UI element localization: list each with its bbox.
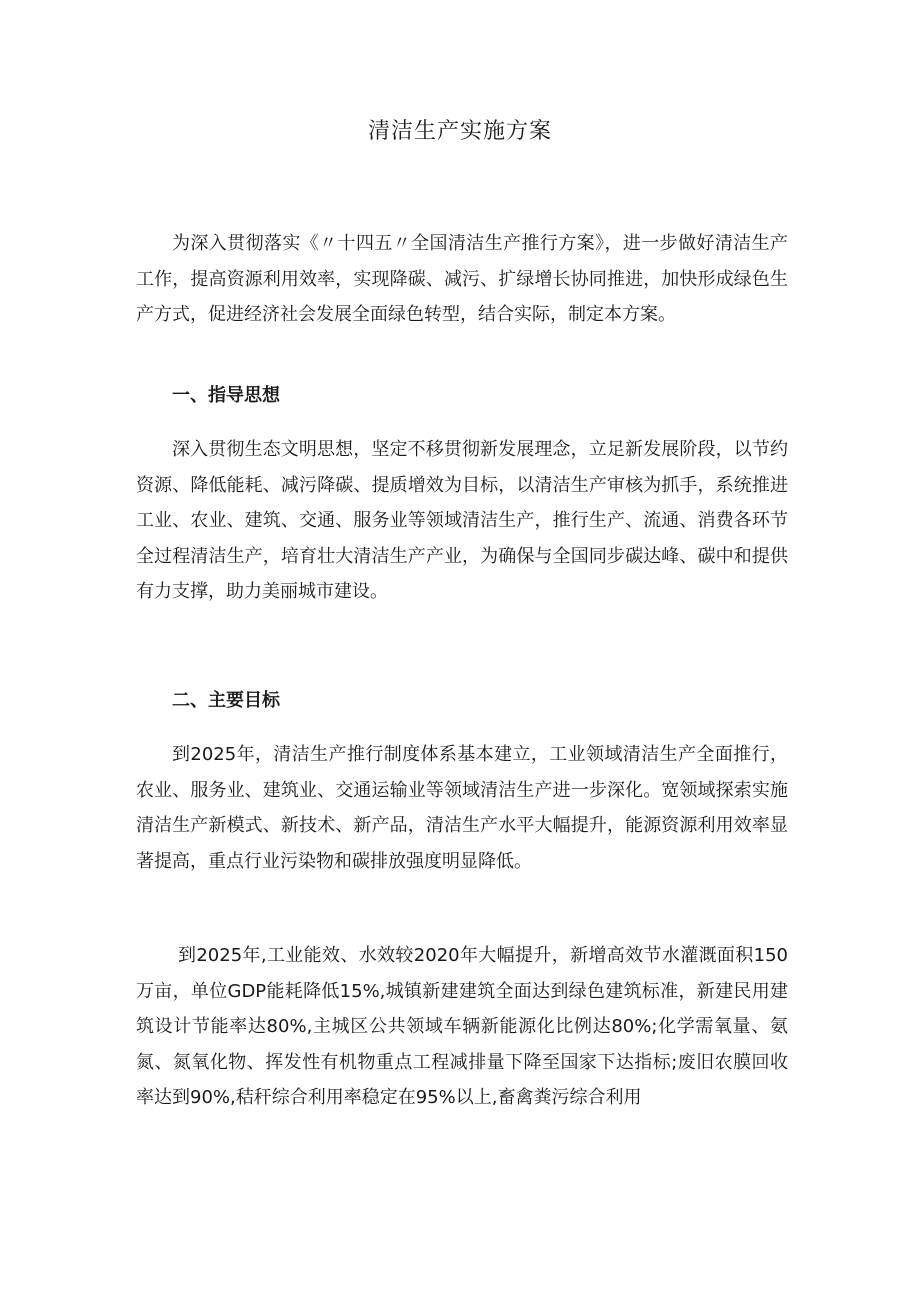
main-goals-block-2 (136, 938, 788, 1116)
main-goals-paragraph-2: 到2025年,工业能效、水效较2020年大幅提升，新增高效节水灌溉面积150万亩，单位GDP能耗降低15%,城镇新建建筑全面达到绿色建筑标准，新建民用建筑设计节能率达80%,主城区公共领域车辆新能源化比例达80%;化学需氧量、氨氮、氮氧化物、挥发性有机物重点工程减排量下降至国家下达指标;废旧农膜回收率达到90%,秸秆综合利用率稳定在95%以上,畜禽粪污综合利用 (136, 945, 788, 1108)
guiding-ideology-paragraph: 深入贯彻生态文明思想，坚定不移贯彻新发展理念，立足新发展阶段，以节约资源、降低能耗、减污降碳、提质增效为目标，以清洁生产审核为抓手，系统推进工业、农业、建筑、交通、服务业等领域清洁生产，推行生产、流通、消费各环节全过程清洁生产，培育壮大清洁生产产业，为确保与全国同步碳达峰、碳中和提供有力支撑，助力美丽城市建设。 (136, 439, 788, 602)
main-goals-paragraph-1: 到2025年，清洁生产推行制度体系基本建立，工业领域清洁生产全面推行，农业、服务业、建筑业、交通运输业等领域清洁生产进一步深化。宽领域探索实施清洁生产新模式、新技术、新产品，清洁生产水平大幅提升，能源资源利用效率显著提高，重点行业污染物和碳排放强度明显降低。 (136, 744, 788, 872)
main-goals-block-1 (136, 737, 788, 879)
document-title: 清洁生产实施方案 (367, 119, 552, 144)
intro-block (136, 226, 788, 333)
guiding-ideology-block (136, 432, 788, 610)
section-heading-main-goals: 二、主要目标 (172, 690, 280, 711)
intro-paragraph: 为深入贯彻落实《〃十四五〃全国清洁生产推行方案》，进一步做好清洁生产工作，提高资源利用效率，实现降碳、减污、扩绿增长协同推进，加快形成绿色生产方式，促进经济社会发展全面绿色转型，结合实际，制定本方案。 (136, 233, 788, 325)
section-heading-guiding-ideology: 一、指导思想 (172, 385, 280, 406)
